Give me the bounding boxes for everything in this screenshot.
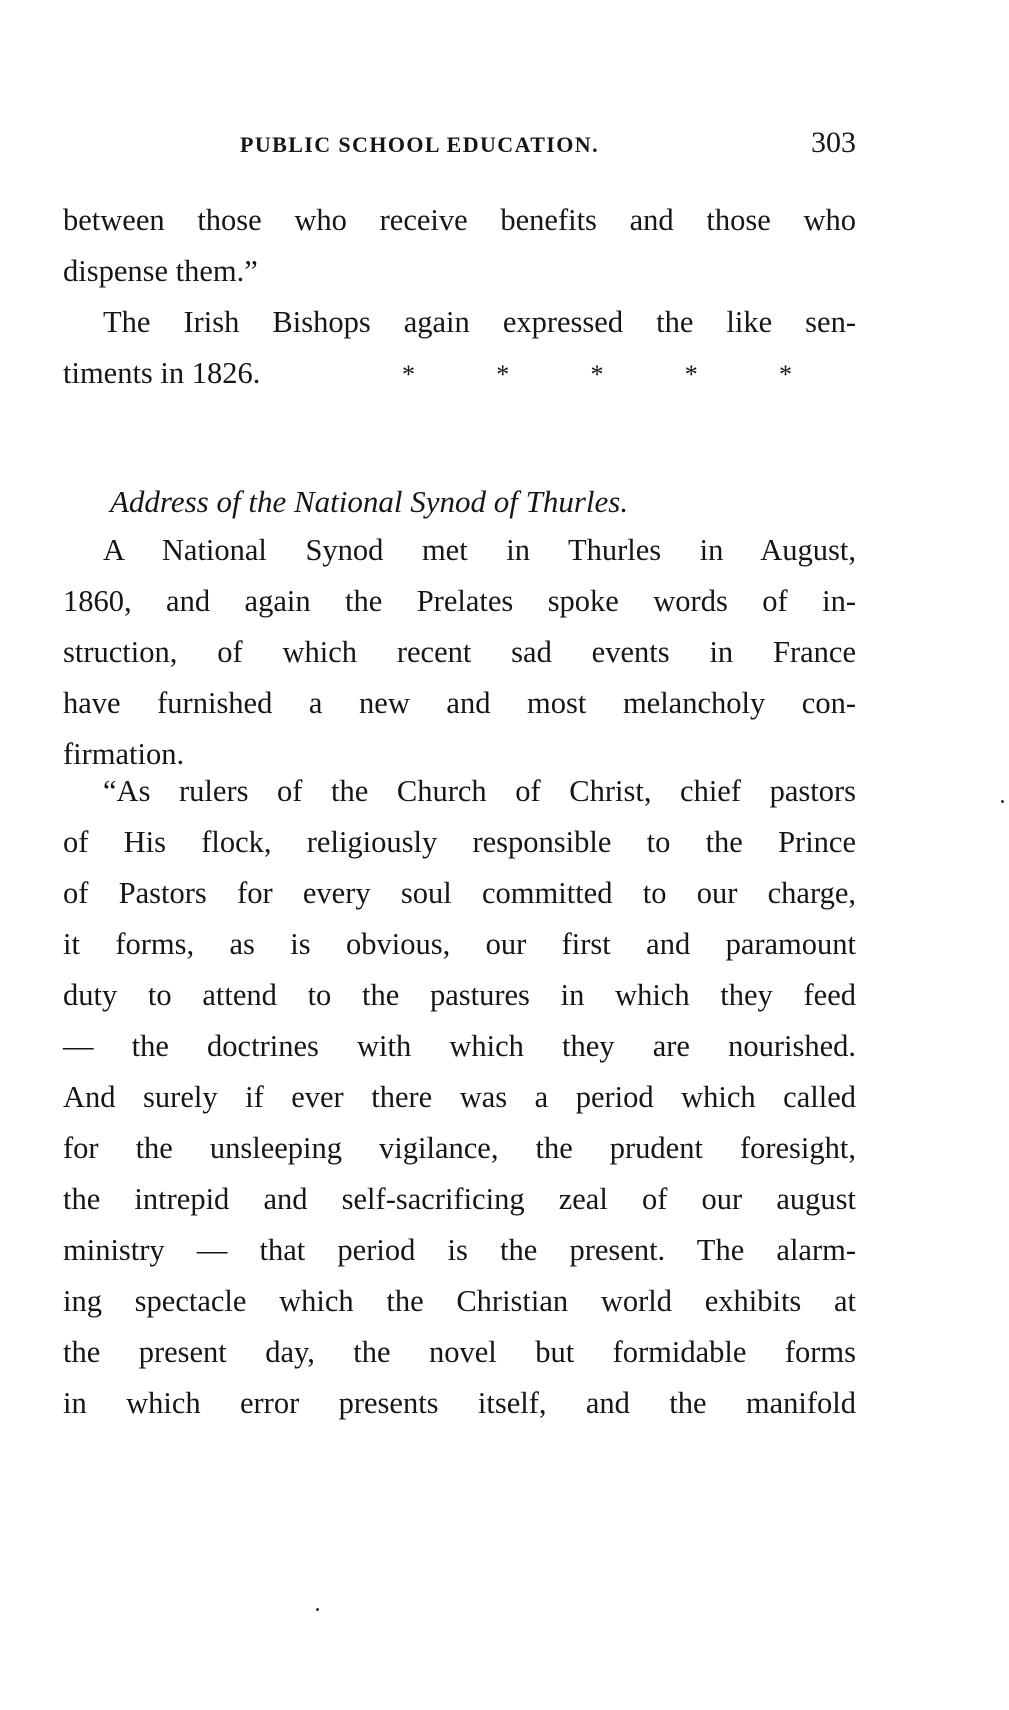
text-line: “As rulers of the Church of Christ, chief pastors	[103, 774, 856, 808]
text-line: 1860, and again the Prelates spoke words of in-	[63, 584, 856, 618]
scan-speck	[316, 1608, 319, 1611]
page-number: 303	[811, 126, 856, 159]
text-line: timents in 1826.	[63, 356, 261, 390]
text-line: between those who receive benefits and those who	[63, 203, 856, 237]
text-line: the intrepid and self-sacrificing zeal of our august	[63, 1182, 856, 1216]
text-line: — the doctrines with which they are nourished.	[63, 1029, 856, 1063]
text-line: And surely if ever there was a period which called	[63, 1080, 856, 1114]
text-line: of His flock, religiously responsible to the Prince	[63, 825, 856, 859]
text-line: duty to attend to the pastures in which they feed	[63, 978, 856, 1012]
asterisk: *	[779, 360, 792, 389]
text-line: for the unsleeping vigilance, the prudent foresight,	[63, 1131, 856, 1165]
section-heading: Address of the National Synod of Thurles.	[110, 484, 629, 519]
paragraph-synod	[63, 525, 856, 780]
text-line: have furnished a new and most melancholy con-	[63, 686, 856, 720]
asterisk: *	[402, 360, 415, 389]
text-line: The Irish Bishops again expressed the like sen-	[103, 305, 856, 339]
paragraph-quotation	[63, 766, 856, 1429]
text-line-with-asterisks	[63, 348, 856, 399]
paragraph-continuation	[63, 195, 856, 399]
text-line: A National Synod met in Thurles in August,	[103, 533, 856, 567]
text-line: struction, of which recent sad events in France	[63, 635, 856, 669]
asterisk: *	[590, 360, 604, 389]
text-line: of Pastors for every soul committed to our charge,	[63, 876, 856, 910]
text-line: ministry — that period is the present. The alarm-	[63, 1233, 856, 1267]
text-line: dispense them.”	[63, 254, 258, 288]
running-head: PUBLIC SCHOOL EDUCATION.	[240, 132, 599, 157]
text-line: in which error presents itself, and the manifold	[63, 1386, 856, 1420]
text-line: it forms, as is obvious, our first and paramount	[63, 927, 856, 961]
asterism	[402, 349, 792, 400]
text-line: ing spectacle which the Christian world exhibits at	[63, 1284, 856, 1318]
asterisk: *	[684, 360, 698, 389]
page-header	[63, 128, 856, 168]
asterisk: *	[496, 360, 510, 389]
scan-speck	[1001, 800, 1004, 803]
text-line: firmation.	[63, 737, 185, 771]
text-line: the present day, the novel but formidable forms	[63, 1335, 856, 1369]
